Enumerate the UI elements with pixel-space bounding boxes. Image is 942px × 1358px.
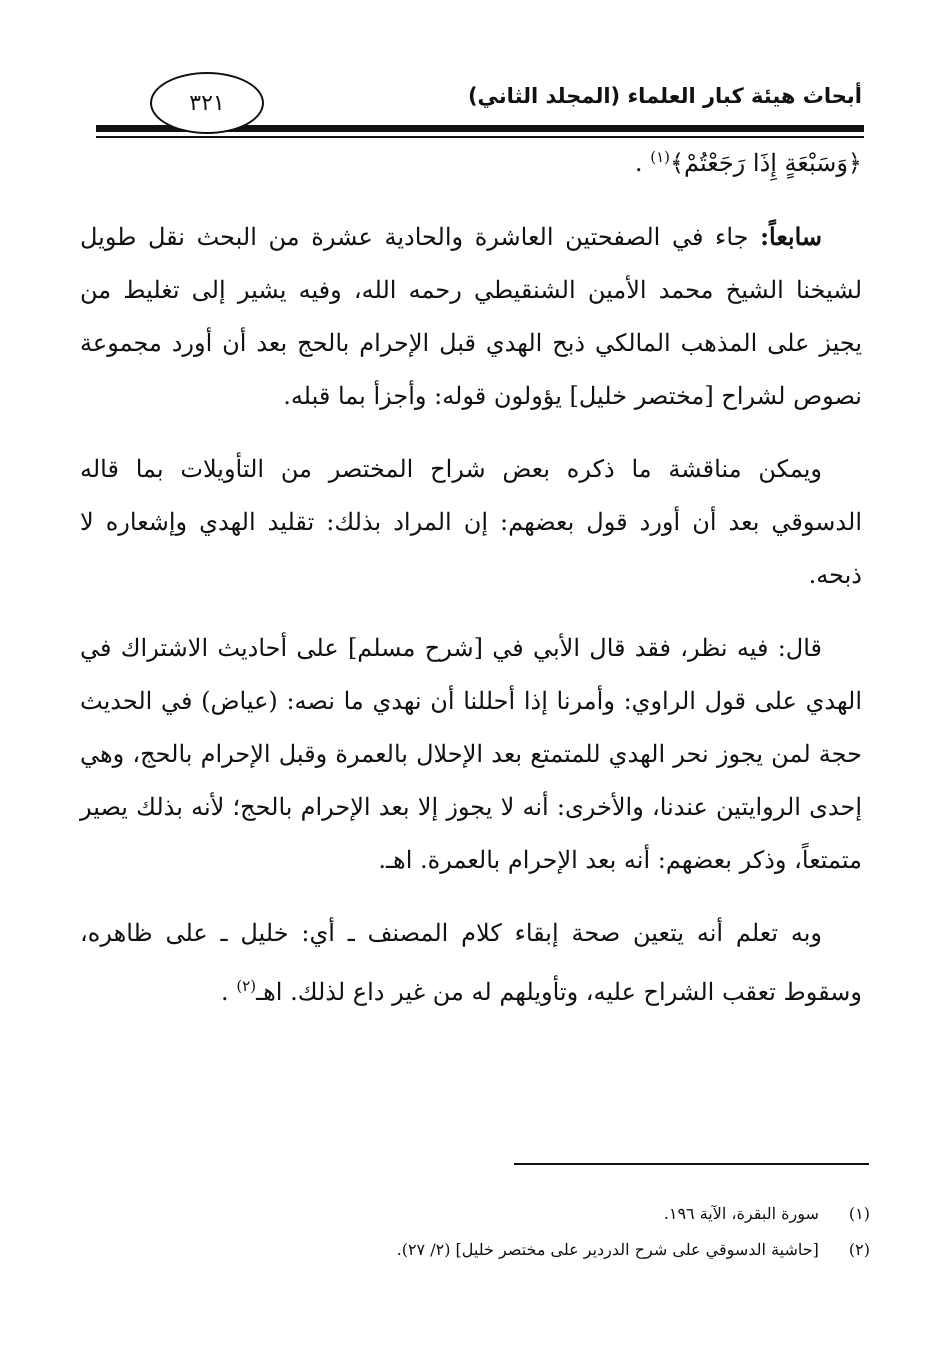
footnote-1 xyxy=(397,1196,870,1232)
paragraph-4 xyxy=(80,907,862,1019)
page-number-text: ٣٢١ xyxy=(189,90,225,116)
quran-verse-line xyxy=(635,148,862,177)
header-rule-thin xyxy=(96,136,864,138)
page-number xyxy=(150,72,264,134)
paragraph-4-tail xyxy=(221,978,282,1006)
paragraph-1-lead: سابعاً: xyxy=(760,222,822,251)
paragraph-4-text: وبه تعلم أنه يتعين صحة إبقاء كلام المصنف ـ أي: خليل ـ على ظاهره، وسقوط تعقب الشراح عليه، وتأويلهم له من غير داع لذلك. xyxy=(80,919,862,1006)
paragraph-2-text: ويمكن مناقشة ما ذكره بعض شراح المختصر من التأويلات بما قاله الدسوقي بعد أن أورد قول بعضهم: إن المراد بذلك: تقليد الهدي وإشعاره لا ذبحه. xyxy=(80,455,862,589)
paragraph-1-text: جاء في الصفحتين العاشرة والحادية عشرة من البحث نقل طويل لشيخنا الشيخ محمد الأمين الشنقيطي رحمه الله، وفيه يشير إلى تغليط من يجيز على المذهب المالكي ذبح الهدي قبل الإحرام بالحج بعد أن أورد مجموعة نصوص لشراح [مختصر خليل] يؤولون قوله: وأجزأ بما قبله. xyxy=(80,223,862,410)
body-text xyxy=(80,210,862,1039)
footnote-ref-2: (٢) xyxy=(236,977,257,995)
footnote-2 xyxy=(397,1232,870,1268)
footnote-2-number: (٢) xyxy=(848,1240,870,1259)
footnote-1-text: سورة البقرة، الآية ١٩٦. xyxy=(663,1204,819,1223)
quran-verse-text: ﴿وَسَبْعَةٍ إِذَا رَجَعْتُمْ﴾ xyxy=(669,149,862,177)
paragraph-1 xyxy=(80,210,862,423)
footnote-1-number: (١) xyxy=(848,1204,870,1223)
footnote-ref-1: (١) xyxy=(650,148,670,166)
paragraph-2 xyxy=(80,443,862,602)
paragraph-3 xyxy=(80,622,862,887)
footnote-separator xyxy=(514,1163,869,1165)
running-header-title: أبحاث هيئة كبار العلماء (المجلد الثاني) xyxy=(467,84,862,108)
paragraph-4-tail-text: اهـ xyxy=(256,978,283,1006)
paragraph-4-end-mark: . xyxy=(221,978,229,1006)
footnote-2-text: [حاشية الدسوقي على شرح الدردير على مختصر خليل] (٢/ ٢٧). xyxy=(396,1240,819,1259)
verse-end-mark: . xyxy=(634,149,643,177)
paragraph-3-text: قال: فيه نظر، فقد قال الأبي في [شرح مسلم] على أحاديث الاشتراك في الهدي على قول الراوي: وأمرنا إذا أحللنا أن نهدي ما نصه: (عياض) في الحديث حجة لمن يجوز نحر الهدي للمتمتع بعد الإحلال بالعمرة وقبل الإحرام بالحج، وهي إحدى الروايتين عندنا، والأخرى: أنه لا يجوز إلا بعد الإحرام بالحج؛ لأنه بذلك يصير متمتعاً، وذكر بعضهم: أنه بعد الإحرام بالعمرة. اهـ. xyxy=(80,634,862,874)
footnotes xyxy=(397,1196,870,1268)
